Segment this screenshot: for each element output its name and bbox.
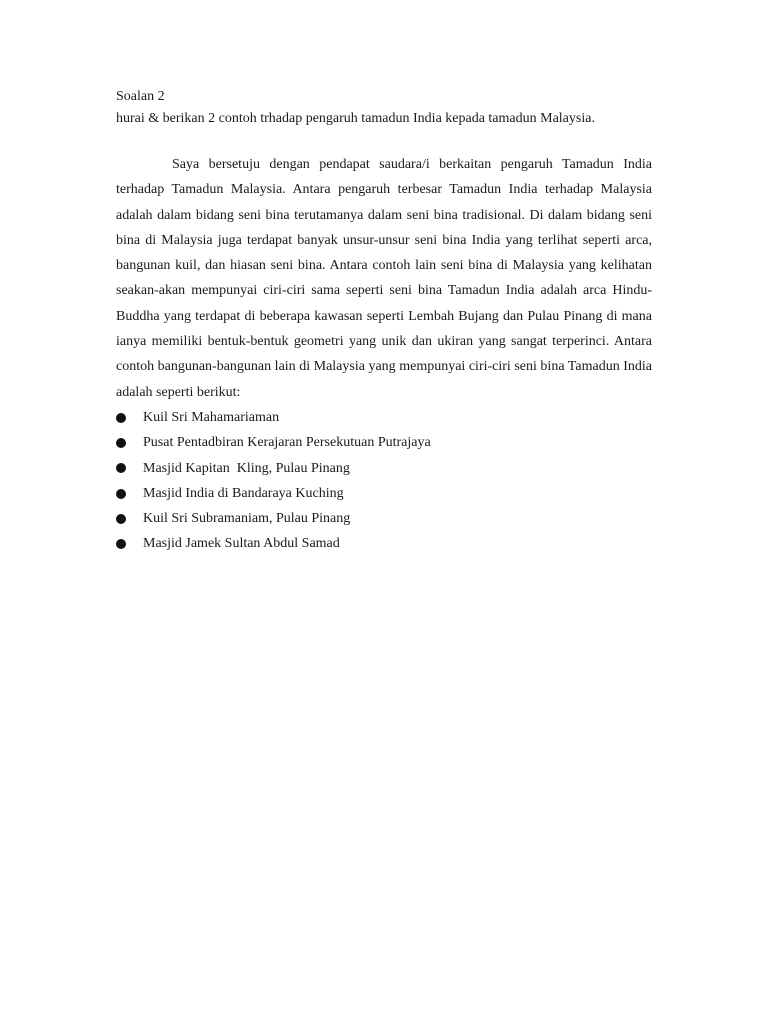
list-item [116, 481, 652, 506]
question-text: hurai & berikan 2 contoh trhadap pengaruh tamadun India kepada tamadun Malaysia. [116, 111, 595, 126]
answer-paragraph: Saya bersetuju dengan pendapat saudara/i berkaitan pengaruh Tamadun India terhadap Tamadun Malaysia. Antara pengaruh terbesar Tamadun India terhadap Malaysia adalah dalam bidang seni bina terutamanya dalam seni bina tradisional. Di dalam bidang seni bina di Malaysia juga terdapat banyak unsur-unsur seni bina India yang terlihat seperti arca, bangunan kuil, dan hiasan seni bina. Antara contoh lain seni bina di Malaysia yang kelihatan seakan-akan mempunyai ciri-ciri sama seperti seni bina Tamadun India adalah arca Hindu-Buddha yang terdapat di beberapa kawasan seperti Lembah Bujang dan Pulau Pinang di mana ianya memiliki bentuk-bentuk geometri yang unik dan ukiran yang sangat terperinci. Antara contoh bangunan-bangunan lain di Malaysia yang mempunyai ciri-ciri seni bina Tamadun India adalah seperti berikut: [116, 157, 652, 400]
bullet-icon [116, 413, 126, 423]
list-item-text: Pusat Pentadbiran Kerajaran Persekutuan Putrajaya [143, 435, 431, 451]
list-item-text: Masjid Jamek Sultan Abdul Samad [143, 536, 340, 552]
list-item-text: Kuil Sri Subramaniam, Pulau Pinang [143, 511, 351, 527]
list-item [116, 430, 652, 455]
list-item [116, 456, 652, 481]
list-item-text: Masjid India di Bandaraya Kuching [143, 485, 344, 501]
example-list [116, 405, 652, 557]
blank-line [116, 130, 652, 152]
list-item-text: Masjid Kapitan Kling, Pulau Pinang [143, 460, 350, 476]
list-item-text: Kuil Sri Mahamariaman [143, 409, 280, 425]
question-heading: Soalan 2 [116, 89, 165, 104]
bullet-icon [116, 463, 126, 473]
list-item [116, 506, 652, 531]
document-page [116, 86, 652, 557]
list-item [116, 405, 652, 430]
list-item [116, 531, 652, 556]
bullet-icon [116, 539, 126, 549]
bullet-icon [116, 489, 126, 499]
bullet-icon [116, 514, 126, 524]
bullet-icon [116, 438, 126, 448]
